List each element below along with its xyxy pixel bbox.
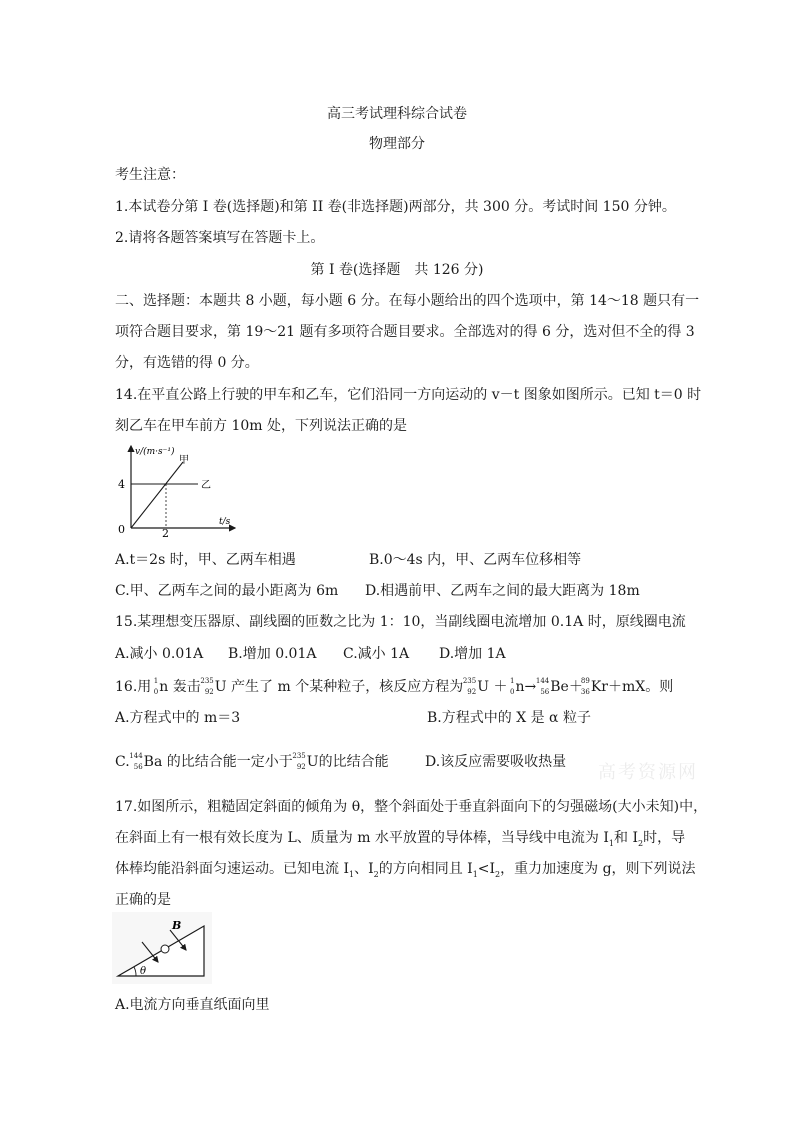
q14-x-tick-2: 2 <box>162 527 169 538</box>
b-field-label: B <box>172 919 182 932</box>
q15-option-a: A.减小 0.01A <box>115 646 204 662</box>
q17-stem-line-1: 17.如图所示，粗糙固定斜面的倾角为 θ，整个斜面处于垂直斜面向下的匀强磁场(大小未知)中， <box>115 799 708 815</box>
q16-stem: 16.用 1 0 n 轰击 235 92 U 产生了 m 个某种粒子，核反应方程为 235 92 U ＋ 1 0 n→ 144 56 Be＋ 89 36 Kr＋mX。则 <box>115 677 674 696</box>
q15-option-c: C.减小 1A <box>343 646 410 662</box>
notice-heading: 考生注意： <box>115 167 185 183</box>
q17-stem-line-4: 正确的是 <box>115 892 171 908</box>
notice-item-1: 1.本试卷分第 I 卷(选择题)和第 II 卷(非选择题)两部分，共 300 分。考试时间 150 分钟。 <box>115 199 676 215</box>
q17-incline-figure <box>112 912 212 984</box>
q15-option-d: D.增加 1A <box>439 646 506 662</box>
q14-stem-line-1: 14.在平直公路上行驶的甲车和乙车，它们沿同一方向运动的 v－t 图象如图所示。已知 t＝0 时 <box>115 387 702 403</box>
q14-vt-graph <box>113 440 243 538</box>
q14-option-d: D.相遇前甲、乙两车之间的最大距离为 18m <box>365 583 640 599</box>
q14-y-tick-4: 4 <box>118 478 125 491</box>
q14-label-jia: 甲 <box>179 455 189 466</box>
q16-option-c: C. 144 56 Ba 的比结合能一定小于 235 92 U的比结合能 <box>115 752 389 771</box>
q16-option-b: B.方程式中的 X 是 α 粒子 <box>427 710 591 726</box>
q14-origin: 0 <box>118 523 125 536</box>
conductor-rod <box>161 945 169 953</box>
q15-stem: 15.某理想变压器原、副线圈的匝数之比为 1：10，当副线圈电流增加 0.1A 时，原线圈电流 <box>115 614 686 630</box>
q14-y-label: v/(m·s⁻¹) <box>135 447 175 457</box>
q14-option-a: A.t＝2s 时，甲、乙两车相遇 <box>115 552 296 568</box>
notice-item-2: 2.请将各题答案填写在答题卡上。 <box>115 230 325 246</box>
q17-stem-line-2: 在斜面上有一根有效长度为 L、质量为 m 水平放置的导体棒，当导线中电流为 $I_1$和 $I_2$时，导 <box>115 830 686 848</box>
q16-option-d: D.该反应需要吸收热量 <box>425 754 567 770</box>
q17-stem-line-3: 体棒均能沿斜面匀速运动。已知电流 $I_1$、$I_2$的方向相同且 $I_1<I_2$，重力加速度为 g，则下列说法 <box>115 861 696 879</box>
q17-option-a: A.电流方向垂直纸面向里 <box>115 997 270 1013</box>
paper-title: 高三考试理科综合试卷 <box>327 106 467 122</box>
q14-option-c: C.甲、乙两车之间的最小距离为 6m <box>115 583 339 599</box>
section-intro-line-1: 二、选择题：本题共 8 小题，每小题 6 分。在每小题给出的四个选项中，第 14～18 题只有一 <box>115 293 700 309</box>
section-intro-line-3: 分，有选错的得 0 分。 <box>115 355 259 371</box>
theta-label: θ <box>140 966 147 977</box>
q14-stem-line-2: 刻乙车在甲车前方 10m 处，下列说法正确的是 <box>115 418 407 434</box>
q14-line-jia <box>131 462 183 528</box>
section-title: 第 I 卷(选择题 共 126 分) <box>310 262 484 278</box>
q14-label-yi: 乙 <box>201 480 211 491</box>
q14-option-b: B.0～4s 内，甲、乙两车位移相等 <box>369 552 582 568</box>
q15-option-b: B.增加 0.01A <box>228 646 317 662</box>
watermark: 高考资源网 <box>598 762 698 783</box>
q16-option-a: A.方程式中的 m＝3 <box>115 710 241 726</box>
paper-subtitle: 物理部分 <box>369 136 425 152</box>
section-intro-line-2: 项符合题目要求，第 19～21 题有多项符合题目要求。全部选对的得 6 分，选对但不全的得 3 <box>115 324 695 340</box>
q14-x-label: t/s <box>219 517 231 527</box>
